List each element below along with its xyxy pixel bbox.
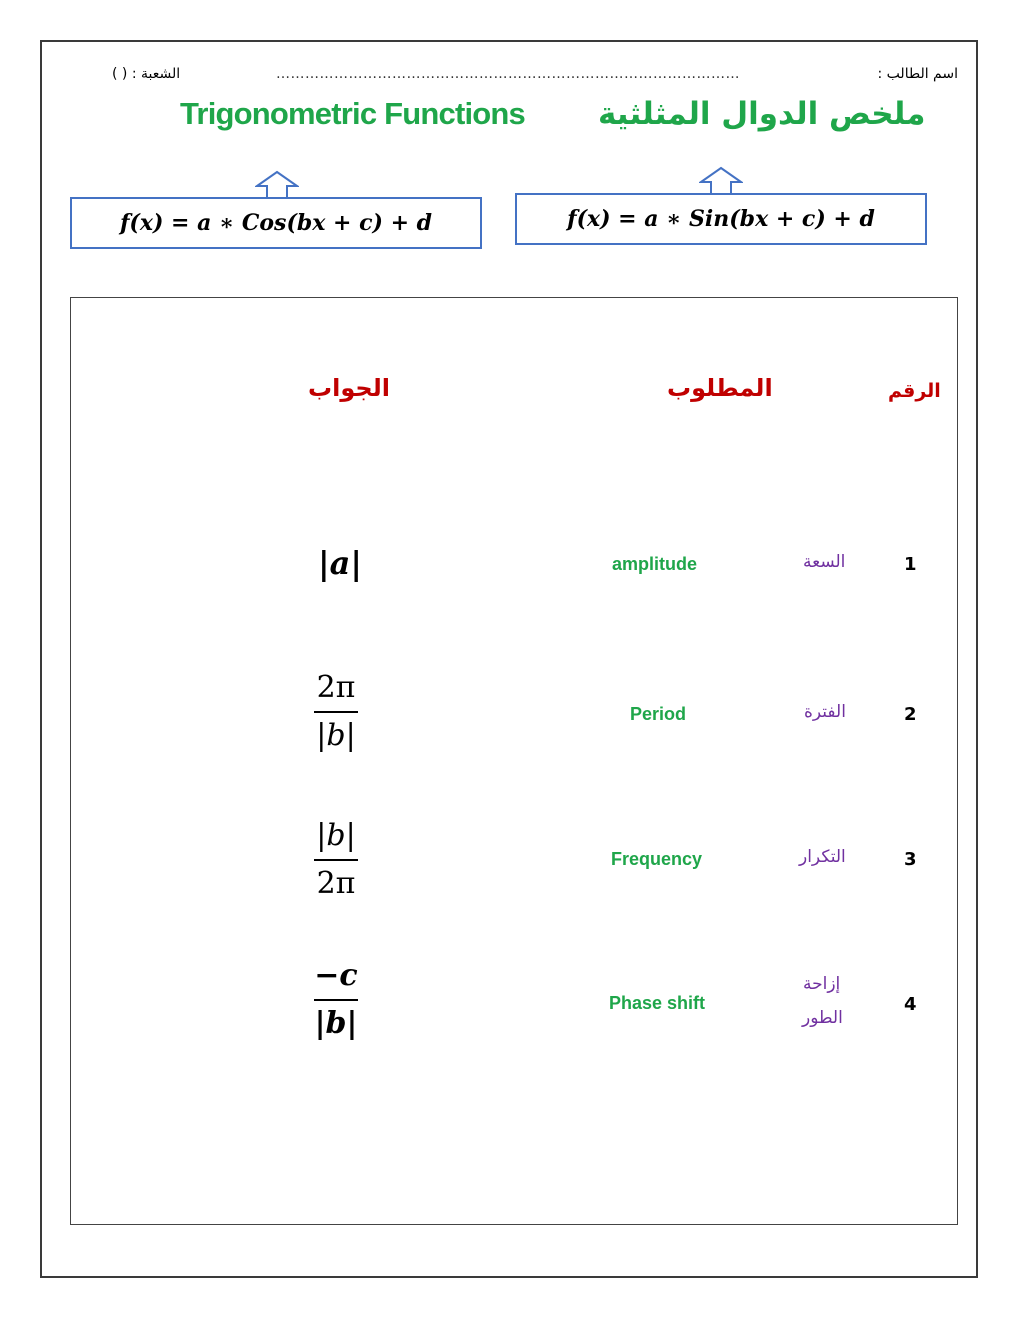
- row-english-term: amplitude: [612, 554, 698, 574]
- row-number: 4: [904, 994, 917, 1015]
- fraction-numerator: |b|: [316, 818, 356, 853]
- student-name-blank: ……………………………………………………………………………………: [276, 66, 740, 82]
- row-arabic-term: السعة: [803, 552, 846, 572]
- row-number: 3: [904, 849, 917, 870]
- arabic-title: ملخص الدوال المثلثية: [598, 96, 926, 132]
- row-english-term: Frequency: [611, 849, 703, 869]
- header-number: الرقم: [888, 380, 941, 402]
- row-arabic-term: التكرار: [799, 847, 846, 867]
- row-answer-fraction: [314, 954, 358, 1046]
- english-title: Trigonometric Functions: [180, 96, 526, 131]
- cos-formula: f(x) = a ∗ Cos(bx + c) + d: [119, 210, 433, 236]
- header-required: المطلوب: [667, 374, 773, 402]
- fraction-numerator: −c: [314, 958, 358, 993]
- row-arabic-term: الفترة: [804, 702, 846, 722]
- row-english-term: Phase shift: [609, 993, 706, 1013]
- fraction-denominator: |b|: [314, 1006, 358, 1041]
- student-name-label: اسم الطالب :: [877, 66, 958, 82]
- fraction-denominator: |b|: [316, 718, 356, 753]
- row-answer-fraction: [314, 666, 358, 758]
- fraction-numerator: 2π: [316, 670, 356, 705]
- row-number: 2: [904, 704, 917, 725]
- cos-up-arrow-icon: [255, 170, 299, 200]
- fraction-denominator: 2π: [316, 866, 356, 901]
- row-answer: |a|: [318, 544, 363, 582]
- sin-formula-box: [515, 193, 927, 245]
- sin-up-arrow-icon: [699, 166, 743, 196]
- fraction-bar: [314, 711, 358, 713]
- row-answer-fraction: [314, 814, 358, 906]
- row-arabic-term-line1: إزاحة: [803, 974, 841, 994]
- cos-formula-box: [70, 197, 482, 249]
- row-english-term: Period: [630, 704, 687, 724]
- row-arabic-term-line2: الطور: [802, 1008, 843, 1028]
- row-number: 1: [904, 554, 917, 575]
- header-answer: الجواب: [308, 374, 390, 402]
- sin-formula: f(x) = a ∗ Sin(bx + c) + d: [567, 206, 875, 232]
- section-label: الشعبة : ( ): [112, 66, 181, 82]
- fraction-bar: [314, 999, 358, 1001]
- fraction-bar: [314, 859, 358, 861]
- summary-table: [70, 297, 958, 1225]
